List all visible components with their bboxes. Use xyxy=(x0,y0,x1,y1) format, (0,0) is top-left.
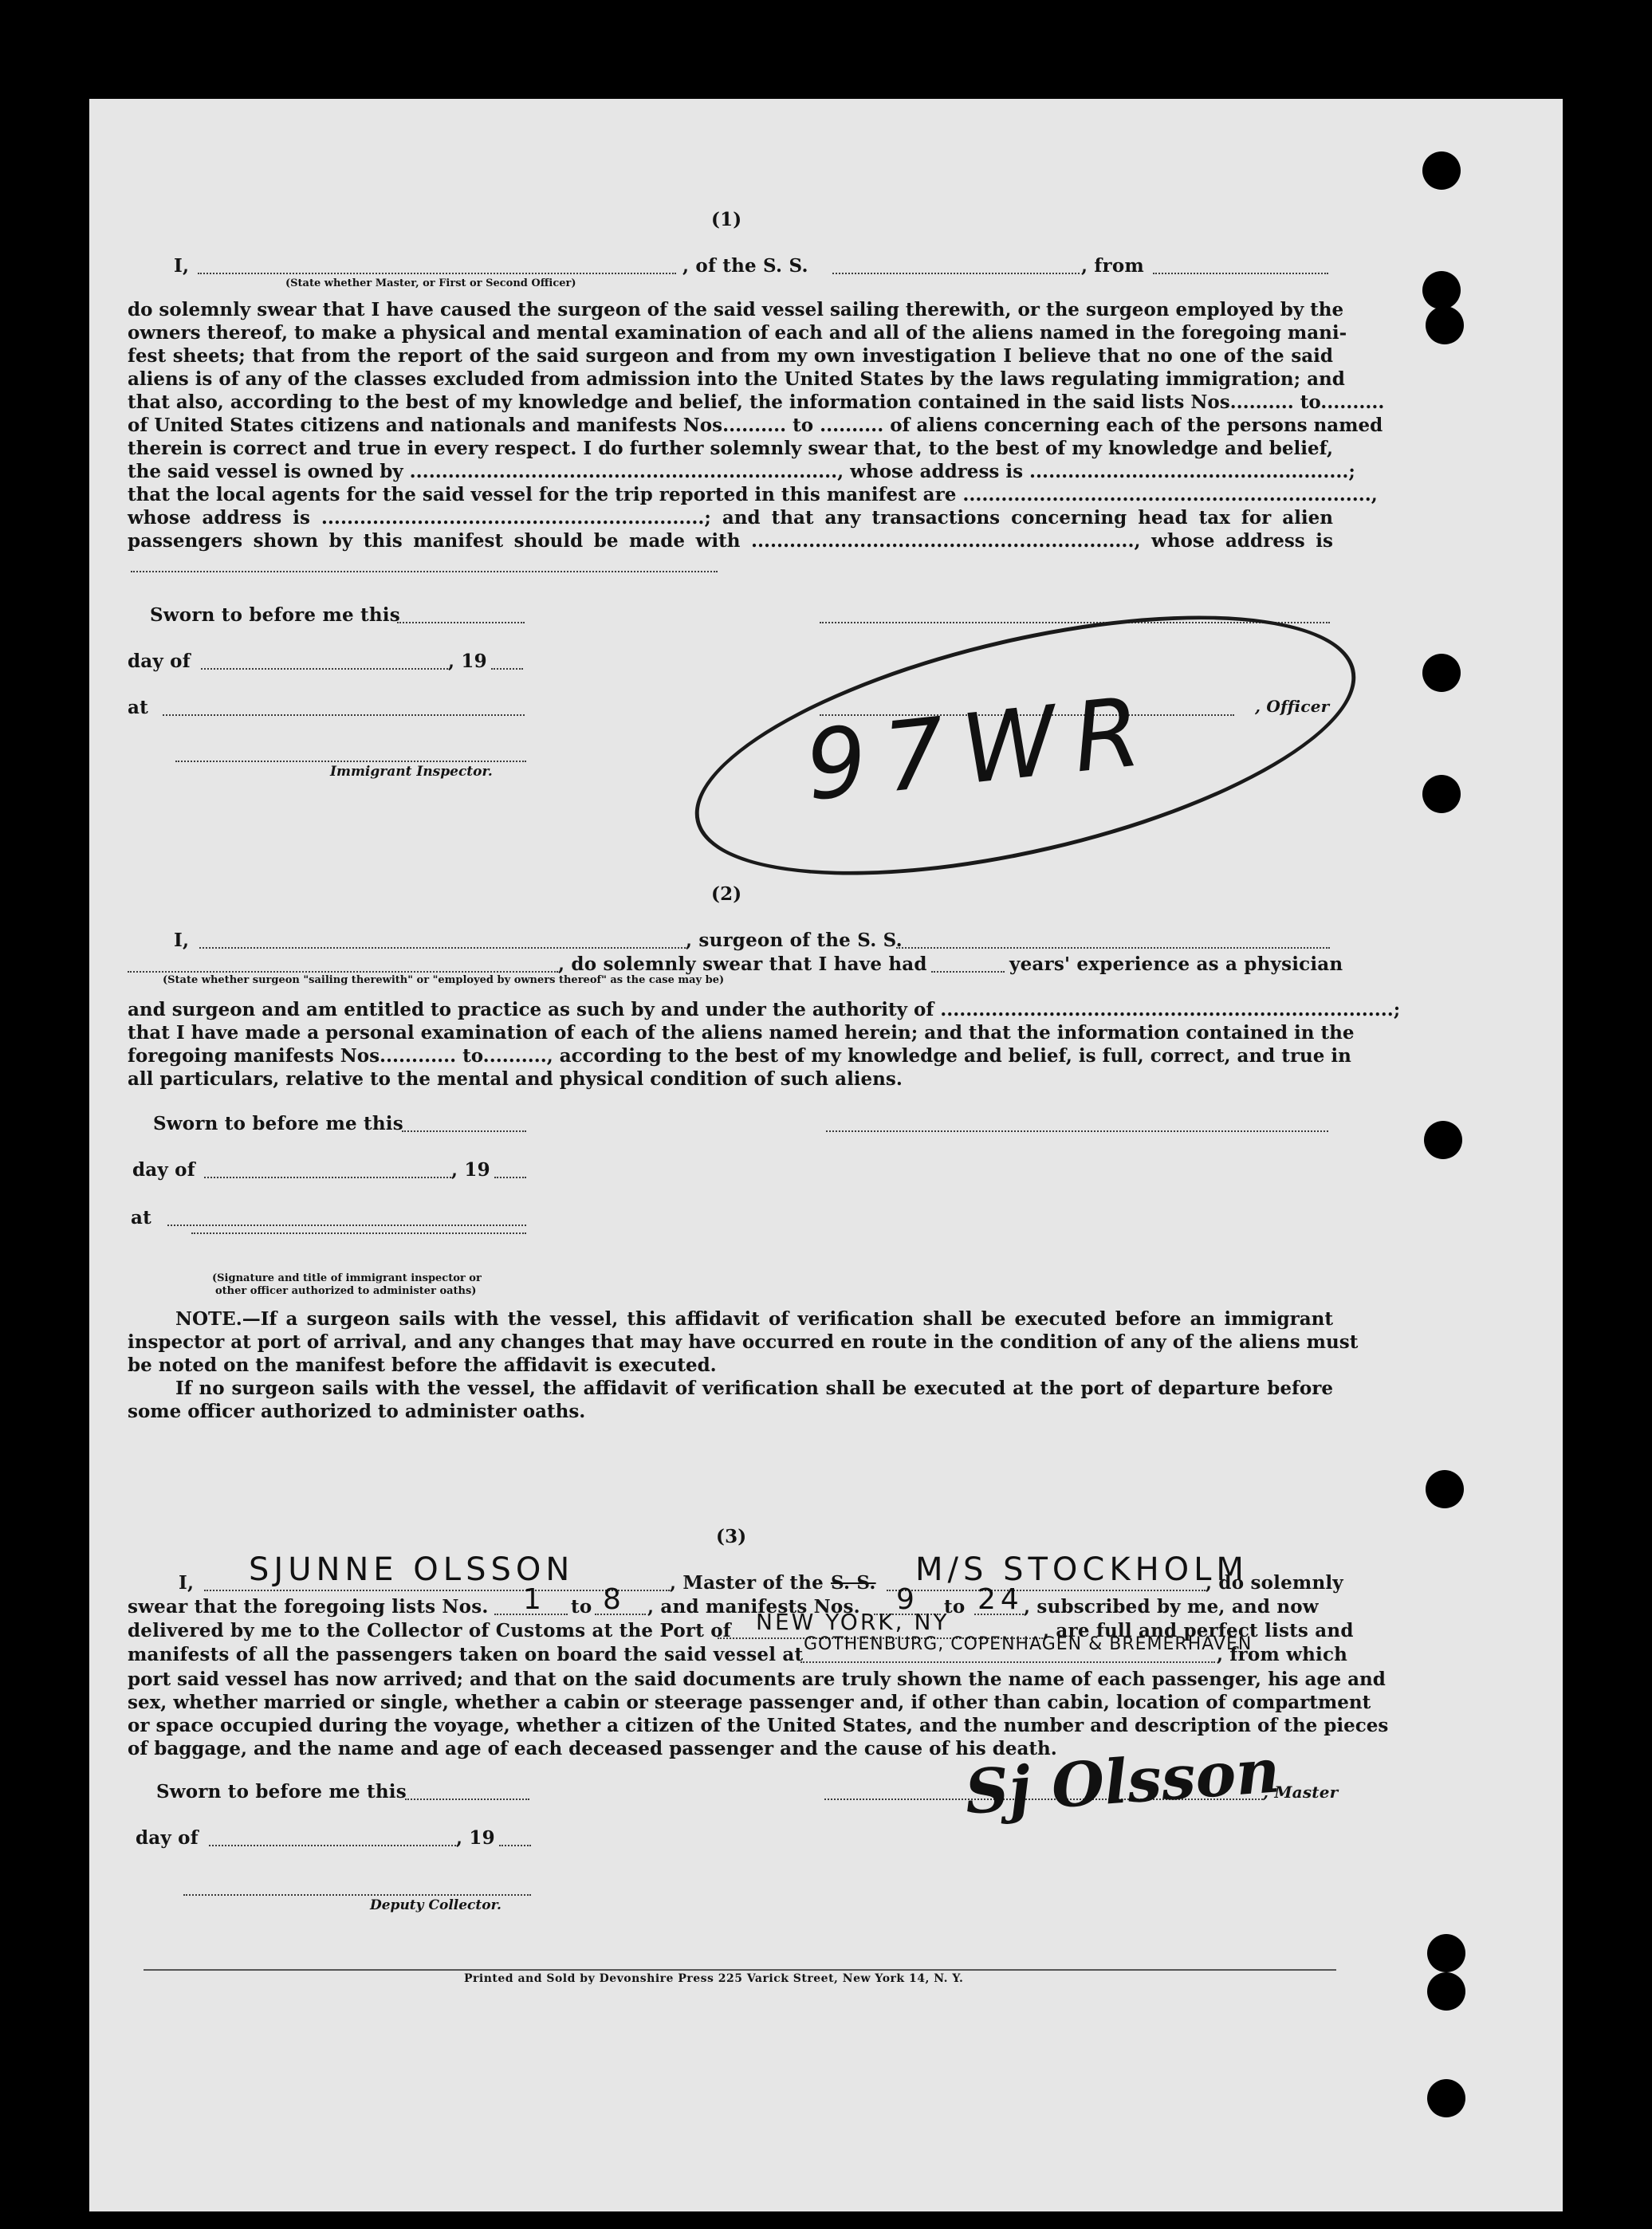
subscribed-label: , subscribed by me, and now xyxy=(1024,1596,1319,1618)
surgeon-of-label: , surgeon of the S. S. xyxy=(686,930,903,951)
punch-hole xyxy=(1426,1470,1464,1508)
of-the-ss-label: , of the S. S. xyxy=(682,255,808,277)
sworn-date-field[interactable] xyxy=(402,1130,526,1132)
from-label: , from xyxy=(1081,255,1144,277)
paragraph-line: therein is correct and true in every respect. I do further solemnly swear that, to the best of my knowledge and belief, xyxy=(128,438,1333,459)
printer-line: Printed and Sold by Devonshire Press 225 Varick Street, New York 14, N. Y. xyxy=(464,1972,964,1985)
struck-ss-label: S. S. xyxy=(831,1572,876,1594)
punch-hole xyxy=(1422,271,1461,309)
paragraph-line: the said vessel is owned by ..................................................................., whose address is ..................................................; xyxy=(128,461,1355,482)
paragraph-line: and surgeon and am entitled to practice as such by and under the authority of .......................................................................; xyxy=(128,999,1401,1020)
punch-hole xyxy=(1427,1972,1465,2011)
at-label: at xyxy=(131,1207,151,1229)
surgeon-sub-note: (State whether surgeon "sailing therewith" or "employed by owners thereof" as the case may be) xyxy=(163,974,725,986)
punch-hole xyxy=(1427,1934,1465,1972)
section-1-paragraph xyxy=(128,298,1385,552)
note-line: inspector at port of arrival, and any changes that may have occurred en route in the condition of any of the aliens must xyxy=(128,1331,1359,1353)
year-field[interactable] xyxy=(499,1845,531,1846)
paragraph-line: that I have made a personal examination of each of the aliens named herein; and that the information contained in the xyxy=(128,1022,1355,1044)
master-label: , Master xyxy=(1263,1783,1339,1802)
deputy-label: Deputy Collector. xyxy=(370,1897,502,1913)
manifest-from: 9 xyxy=(896,1583,919,1616)
inspector-label: Immigrant Inspector. xyxy=(330,764,493,780)
from-port-field[interactable] xyxy=(1153,273,1328,274)
at-label: at xyxy=(128,697,148,718)
section-1-number: (1) xyxy=(711,209,742,230)
master-name-field[interactable] xyxy=(204,1590,670,1591)
signature-note-1: (Signature and title of immigrant inspector or xyxy=(212,1272,482,1284)
full-lists-label: , are full and perfect lists and xyxy=(1043,1620,1354,1641)
to-label: to xyxy=(571,1596,592,1618)
paragraph-line: all particulars, relative to the mental and physical condition of such aliens. xyxy=(128,1068,903,1090)
swear-had-label: , do solemnly swear that I have had xyxy=(558,953,927,975)
deputy-signature-field[interactable] xyxy=(183,1894,531,1896)
section-3-number: (3) xyxy=(716,1526,747,1547)
master-signature: Sj Olsson xyxy=(962,1735,1283,1828)
paragraph-line: do solemnly swear that I have caused the surgeon of the said vessel sailing therewith, or the surgeon employed by the xyxy=(128,299,1344,320)
head-tax-address-field[interactable] xyxy=(131,571,718,572)
manifests-of-label: manifests of all the passengers taken on board the said vessel at xyxy=(128,1644,804,1665)
signature-note-2: other officer authorized to administer oaths) xyxy=(215,1285,477,1297)
punch-hole xyxy=(1424,1121,1462,1159)
manifest-to: 24 xyxy=(977,1583,1024,1616)
master-name: SJUNNE OLSSON xyxy=(249,1551,575,1588)
sworn-label: Sworn to before me this xyxy=(156,1781,407,1802)
section-2-number: (2) xyxy=(711,883,742,905)
officer-label: , Officer xyxy=(1255,697,1330,716)
year-label: , 19 xyxy=(456,1827,495,1849)
punch-hole xyxy=(1426,306,1464,344)
section-1-i: I, xyxy=(174,255,190,277)
year-label: , 19 xyxy=(451,1159,490,1181)
day-of-label: day of xyxy=(128,651,191,672)
sworn-date-field[interactable] xyxy=(397,622,525,623)
section-2-paragraph xyxy=(128,998,1401,1091)
year-field[interactable] xyxy=(491,668,523,670)
year-field[interactable] xyxy=(494,1177,526,1178)
list-from: 1 xyxy=(523,1583,546,1616)
day-field[interactable] xyxy=(204,1177,451,1178)
years-field[interactable] xyxy=(931,971,1005,973)
surgeon-signature-field[interactable] xyxy=(826,1130,1328,1132)
note-line: some officer authorized to administer oaths. xyxy=(128,1401,586,1422)
from-which-label: , from which xyxy=(1217,1644,1348,1665)
surgeon-vessel-field[interactable] xyxy=(896,947,1330,949)
punch-hole xyxy=(1422,654,1461,692)
paragraph-line: foregoing manifests Nos............ to.........., according to the best of my knowledge and belief, is full, correct, and true in xyxy=(128,1045,1351,1067)
footer-rule xyxy=(144,1969,1336,1971)
punch-hole xyxy=(1422,775,1461,813)
day-of-label: day of xyxy=(132,1159,195,1181)
rank-sub-note: (State whether Master, or First or Second Officer) xyxy=(285,277,576,289)
master-of-label: , Master of the xyxy=(670,1572,824,1594)
year-label: , 19 xyxy=(448,651,487,672)
solemnly-label: , do solemnly xyxy=(1206,1572,1343,1594)
vessel-name-field[interactable] xyxy=(832,273,1080,274)
vessel-field[interactable] xyxy=(887,1590,1206,1591)
inspector-signature-field[interactable] xyxy=(175,761,526,762)
section-2-i: I, xyxy=(174,930,190,951)
surgeon-name-field[interactable] xyxy=(199,947,686,949)
punch-hole xyxy=(1427,2079,1465,2117)
rank-field[interactable] xyxy=(198,273,676,274)
and-manifests-label: , and manifests Nos. xyxy=(647,1596,860,1618)
sworn-label: Sworn to before me this xyxy=(150,604,400,626)
paragraph-line: sex, whether married or single, whether a cabin or steerage passenger and, if other than cabin, location of compartment xyxy=(128,1692,1371,1713)
paragraph-line: aliens is of any of the classes excluded from admission into the United States by the laws regulating immigration; and xyxy=(128,368,1345,390)
paragraph-line: whose address is ............................................................; and that any transactions concerning head tax for alien xyxy=(128,507,1333,529)
departure-ports-field[interactable] xyxy=(800,1661,1215,1663)
departure-ports: GOTHENBURG, COPENHAGEN & BREMERHAVEN xyxy=(804,1634,1253,1654)
sworn-label: Sworn to before me this xyxy=(153,1113,403,1134)
swear-lists-label: swear that the foregoing lists Nos. xyxy=(128,1596,489,1618)
delivered-label: delivered by me to the Collector of Customs at the Port of xyxy=(128,1620,731,1641)
paragraph-line: port said vessel has now arrived; and that on the said documents are truly shown the name of each passenger, his age and xyxy=(128,1669,1386,1690)
vessel-name: M/S STOCKHOLM xyxy=(915,1551,1249,1588)
to-label: to xyxy=(944,1596,966,1618)
day-of-label: day of xyxy=(136,1827,199,1849)
paragraph-line: of United States citizens and nationals and manifests Nos.......... to .......... of aliens concerning each of the persons named xyxy=(128,415,1383,436)
sworn-date-field[interactable] xyxy=(405,1799,529,1800)
note-paragraph xyxy=(128,1307,1359,1423)
note-line: NOTE.—If a surgeon sails with the vessel, this affidavit of verification shall be executed before an immigrant xyxy=(175,1308,1333,1330)
note-line: be noted on the manifest before the affidavit is executed. xyxy=(128,1354,717,1376)
day-field[interactable] xyxy=(209,1845,456,1846)
inspector-signature-field[interactable] xyxy=(191,1232,526,1234)
day-field[interactable] xyxy=(201,668,448,670)
punch-hole xyxy=(1422,151,1461,190)
at-field[interactable] xyxy=(163,714,525,716)
port-value: NEW YORK, NY xyxy=(756,1609,950,1635)
paragraph-line: that also, according to the best of my knowledge and belief, the information contained in the said lists Nos.......... to.......... xyxy=(128,391,1385,413)
list-to: 8 xyxy=(603,1583,626,1616)
paragraph-line: owners thereof, to make a physical and mental examination of each and all of the aliens named in the foregoing mani- xyxy=(128,322,1347,344)
paragraph-line: of baggage, and the name and age of each deceased passenger and the cause of his death. xyxy=(128,1738,1057,1759)
stamp-initials: 97WR xyxy=(800,675,1163,823)
paragraph-line: or space occupied during the voyage, whether a citizen of the United States, and the number and description of the pieces xyxy=(128,1715,1389,1736)
paragraph-line: that the local agents for the said vessel for the trip reported in this manifest are ................................................................, xyxy=(128,484,1378,505)
years-experience-label: years' experience as a physician xyxy=(1009,953,1343,975)
section-3-i: I, xyxy=(179,1572,195,1594)
paragraph-line: fest sheets; that from the report of the said surgeon and from my own investigation I believe that no one of the said xyxy=(128,345,1333,367)
surgeon-type-field[interactable] xyxy=(128,971,558,973)
at-field[interactable] xyxy=(167,1225,526,1226)
paragraph-line: passengers shown by this manifest should be made with ............................................................, whose address is xyxy=(128,530,1333,552)
note-line: If no surgeon sails with the vessel, the affidavit of verification shall be executed at the port of departure before xyxy=(175,1378,1333,1399)
